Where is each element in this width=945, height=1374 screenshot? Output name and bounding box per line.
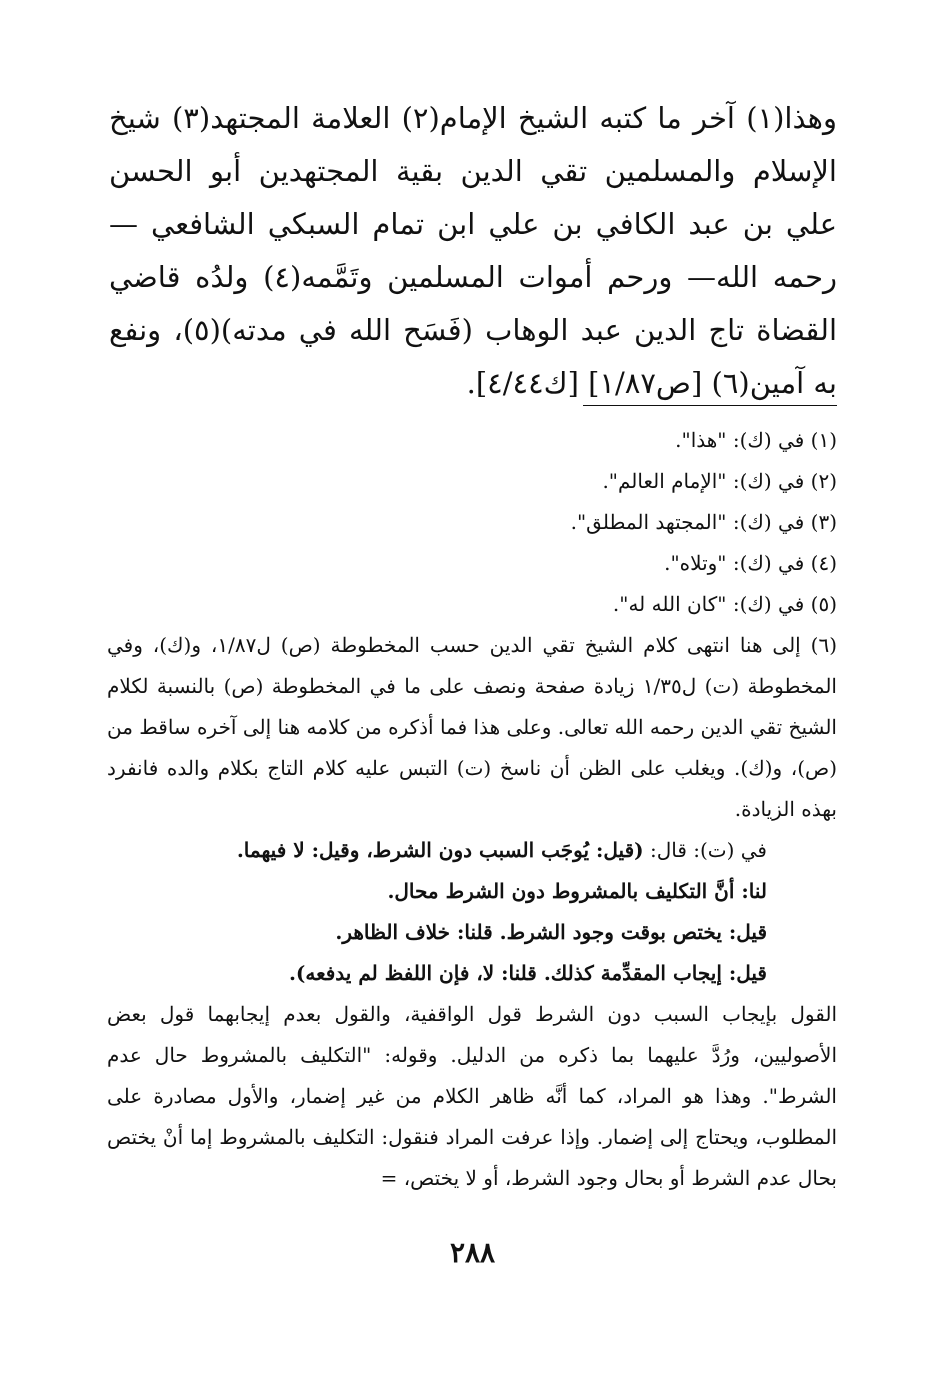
- footnote-6-quote-line-3: قيل: يختص بوقت وجود الشرط. قلنا: خلاف الظاهر.: [335, 920, 767, 944]
- footnotes-section: [107, 420, 837, 1199]
- footnote-1: (١) في (ك): "هذا".: [675, 428, 837, 452]
- footnote-6-quote-bold: (قيل: يُوجَب السبب دون الشرط، وقيل: لا فيهما.: [236, 838, 644, 862]
- footnote-6: (٦) إلى هنا انتهى كلام الشيخ تقي الدين حسب المخطوطة (ص) ل١/٨٧، و(ك)، وفي المخطوطة (ت) ل١/٣٥ زيادة صفحة ونصف على ما في المخطوطة (ص) بالنسبة لكلام الشيخ تقي الدين رحمه الله تعالى. وعلى هذا فما أذكره من كلامه هنا إلى آخره ساقط من (ص)، و(ك). ويغلب على الظن أن ناسخ (ت) التبس عليه كلام التاج بكلام والده فانفرد بهذه الزيادة.: [107, 633, 837, 821]
- footnote-6-quote-line-1: [107, 830, 767, 871]
- footnote-6-quote-prefix: في (ت): قال:: [643, 838, 767, 862]
- footnote-5: (٥) في (ك): "كان الله له".: [612, 592, 837, 616]
- footnote-6-quote-line-2: لنا: أنَّ التكليف بالمشروط دون الشرط محال.: [387, 879, 767, 903]
- footnote-6-commentary: القول بإيجاب السبب دون الشرط قول الواقفية، والقول بعدم إيجابهما قول بعض الأصوليين، ورُدَّ عليهما بما ذكره من الدليل. وقوله: "التكليف بالمشروط حال عدم الشرط". وهذا هو المراد، كما أنَّه ظاهر الكلام من غير إضمار، والأول مصادرة على المطلوب، ويحتاج إلى إضمار. وإذا عرفت المراد فنقول: التكليف بالمشروط إما أنْ يختص بحال عدم الشرط أو بحال وجود الشرط، أو لا يختص، =: [107, 1002, 837, 1190]
- footnote-6-quoted-text: [107, 830, 837, 994]
- footnote-separator: [583, 405, 837, 406]
- main-text-body: [109, 92, 837, 410]
- main-paragraph: وهذا(١) آخر ما كتبه الشيخ الإمام(٢) العلامة المجتهد(٣) شيخ الإسلام والمسلمين تقي الدين بقية المجتهدين أبو الحسن علي بن عبد الكافي بن علي ابن تمام السبكي الشافعي —رحمه الله— ورحم أموات المسلمين وتَمَّمه(٤) ولدُه قاضي القضاة تاج الدين عبد الوهاب (فَسَح الله في مدته)(٥)، ونفع به آمين(٦) [ص١/٨٧] [ك٤/٤٤].: [109, 101, 837, 400]
- footnote-4: (٤) في (ك): "وتلاه".: [664, 551, 837, 575]
- footnote-2: (٢) في (ك): "الإمام العالم".: [602, 469, 837, 493]
- footnote-6-quote-line-4: قيل: إيجاب المقدِّمة كذلك. قلنا: لا، فإن اللفظ لم يدفعه).: [288, 961, 767, 985]
- page-number: ٢٨٨: [449, 1236, 496, 1269]
- footnote-3: (٣) في (ك): "المجتهد المطلق".: [570, 510, 837, 534]
